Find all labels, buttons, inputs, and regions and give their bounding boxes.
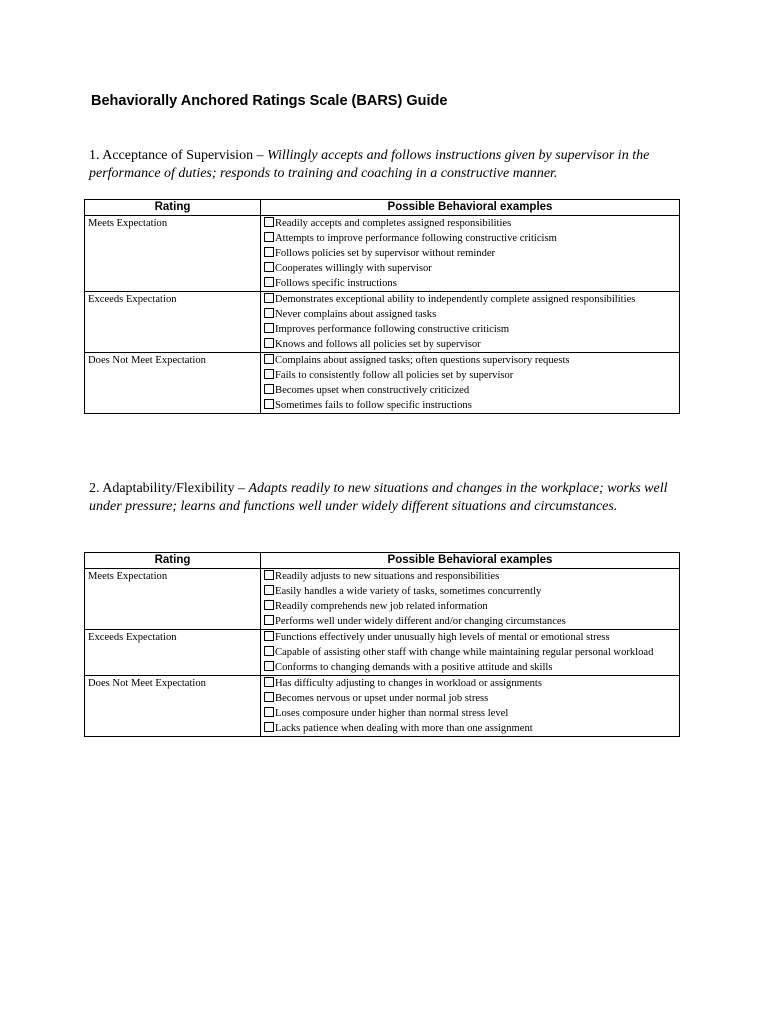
example-item [264, 261, 676, 276]
checkbox[interactable] [264, 217, 274, 227]
table-header-row [85, 553, 680, 569]
checkbox[interactable] [264, 707, 274, 717]
table-row-meets-expectation [85, 569, 680, 630]
example-item [264, 292, 676, 307]
example-item [264, 660, 676, 675]
examples-cell [261, 292, 680, 353]
example-text: Becomes upset when constructively criticized [275, 385, 470, 396]
example-text: Has difficulty adjusting to changes in workload or assignments [275, 678, 542, 689]
section-heading-label: 1. Acceptance of Supervision – [89, 148, 268, 163]
bars-table-acceptance-of-supervision [84, 199, 680, 414]
section-heading-acceptance-of-supervision [89, 147, 679, 183]
example-item [264, 322, 676, 337]
example-item [264, 630, 676, 645]
example-item [264, 706, 676, 721]
example-item [264, 398, 676, 413]
example-text: Follows specific instructions [275, 278, 397, 289]
checkbox[interactable] [264, 692, 274, 702]
example-text: Loses composure under higher than normal stress level [275, 708, 509, 719]
example-item [264, 368, 676, 383]
checkbox[interactable] [264, 384, 274, 394]
example-text: Knows and follows all policies set by supervisor [275, 339, 481, 350]
checkbox[interactable] [264, 293, 274, 303]
checkbox[interactable] [264, 585, 274, 595]
section-definition: Willingly accepts and follows instructions given by supervisor in the performance of duties; responds to training and coaching in a constructive manner. [89, 148, 650, 181]
example-text: Never complains about assigned tasks [275, 309, 437, 320]
example-text: Performs well under widely different and/or changing circumstances [275, 616, 566, 627]
rating-label: Does Not Meet Expectation [85, 676, 261, 737]
rating-column-header: Rating [85, 553, 261, 569]
example-item [264, 599, 676, 614]
checkbox[interactable] [264, 399, 274, 409]
rating-label: Exceeds Expectation [85, 630, 261, 676]
table-row-does-not-meet-expectation [85, 676, 680, 737]
example-item [264, 276, 676, 291]
examples-cell [261, 569, 680, 630]
bars-table-adaptability-flexibility [84, 552, 680, 737]
example-item [264, 231, 676, 246]
section-definition: Adapts readily to new situations and changes in the workplace; works well under pressure; learns and functions well under widely different situations and circumstances. [89, 481, 668, 514]
example-item [264, 383, 676, 398]
example-item [264, 676, 676, 691]
example-text: Capable of assisting other staff with change while maintaining regular personal workload [275, 647, 654, 658]
section-heading-adaptability-flexibility [89, 480, 679, 516]
example-item [264, 614, 676, 629]
example-item [264, 645, 676, 660]
examples-cell [261, 216, 680, 292]
rating-label: Meets Expectation [85, 569, 261, 630]
checkbox[interactable] [264, 646, 274, 656]
checkbox[interactable] [264, 677, 274, 687]
example-item [264, 721, 676, 736]
table-row-exceeds-expectation [85, 630, 680, 676]
checkbox[interactable] [264, 722, 274, 732]
example-text: Readily comprehends new job related information [275, 601, 488, 612]
example-text: Improves performance following constructive criticism [275, 324, 510, 335]
rating-label: Meets Expectation [85, 216, 261, 292]
table-row-does-not-meet-expectation [85, 353, 680, 414]
checkbox[interactable] [264, 262, 274, 272]
example-text: Sometimes fails to follow specific instructions [275, 400, 472, 411]
example-text: Conforms to changing demands with a positive attitude and skills [275, 662, 553, 673]
rating-label: Does Not Meet Expectation [85, 353, 261, 414]
example-text: Fails to consistently follow all policies set by supervisor [275, 370, 514, 381]
example-text: Readily accepts and completes assigned responsibilities [275, 218, 512, 229]
example-text: Demonstrates exceptional ability to independently complete assigned responsibilities [275, 294, 636, 305]
example-item [264, 307, 676, 322]
example-text: Easily handles a wide variety of tasks, sometimes concurrently [275, 586, 542, 597]
section-heading-label: 2. Adaptability/Flexibility – [89, 481, 249, 496]
examples-cell [261, 676, 680, 737]
checkbox[interactable] [264, 232, 274, 242]
checkbox[interactable] [264, 570, 274, 580]
examples-column-header: Possible Behavioral examples [261, 200, 680, 216]
example-item [264, 569, 676, 584]
checkbox[interactable] [264, 369, 274, 379]
example-text: Complains about assigned tasks; often questions supervisory requests [275, 355, 570, 366]
example-item [264, 337, 676, 352]
example-item [264, 584, 676, 599]
examples-cell [261, 630, 680, 676]
page-title: Behaviorally Anchored Ratings Scale (BARS) Guide [91, 93, 448, 109]
checkbox[interactable] [264, 615, 274, 625]
example-text: Attempts to improve performance following constructive criticism [275, 233, 557, 244]
checkbox[interactable] [264, 631, 274, 641]
checkbox[interactable] [264, 600, 274, 610]
checkbox[interactable] [264, 338, 274, 348]
checkbox[interactable] [264, 354, 274, 364]
example-text: Readily adjusts to new situations and responsibilities [275, 571, 500, 582]
checkbox[interactable] [264, 661, 274, 671]
examples-column-header: Possible Behavioral examples [261, 553, 680, 569]
rating-column-header: Rating [85, 200, 261, 216]
checkbox[interactable] [264, 277, 274, 287]
checkbox[interactable] [264, 308, 274, 318]
table-row-exceeds-expectation [85, 292, 680, 353]
rating-label: Exceeds Expectation [85, 292, 261, 353]
example-item [264, 353, 676, 368]
example-text: Becomes nervous or upset under normal job stress [275, 693, 489, 704]
example-item [264, 216, 676, 231]
examples-cell [261, 353, 680, 414]
example-text: Cooperates willingly with supervisor [275, 263, 432, 274]
example-text: Lacks patience when dealing with more than one assignment [275, 723, 533, 734]
table-row-meets-expectation [85, 216, 680, 292]
checkbox[interactable] [264, 247, 274, 257]
checkbox[interactable] [264, 323, 274, 333]
example-text: Follows policies set by supervisor without reminder [275, 248, 496, 259]
example-text: Functions effectively under unusually high levels of mental or emotional stress [275, 632, 610, 643]
example-item [264, 246, 676, 261]
table-header-row [85, 200, 680, 216]
example-item [264, 691, 676, 706]
